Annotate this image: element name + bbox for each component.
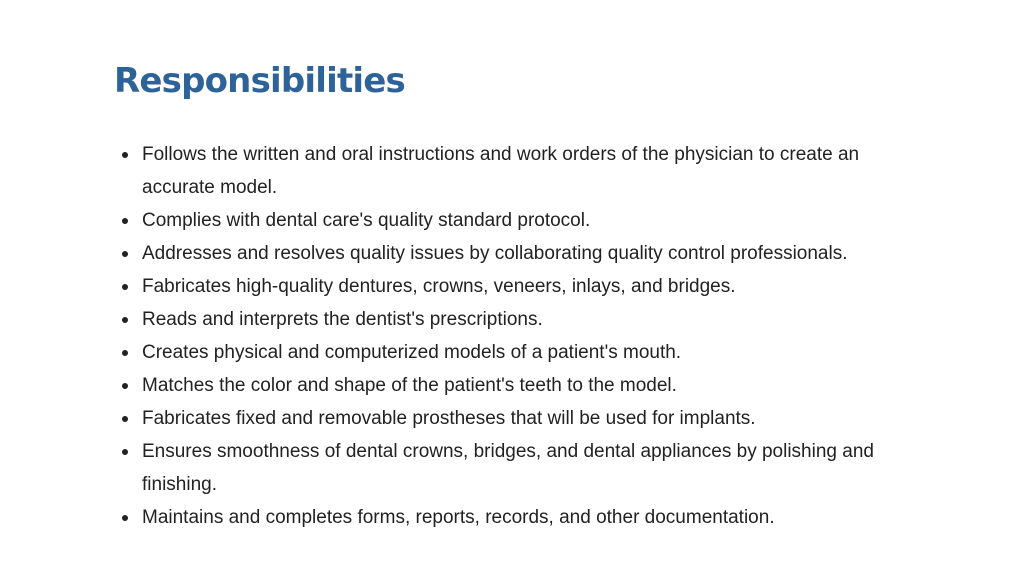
list-item-text: Complies with dental care's quality standard protocol.: [142, 210, 591, 231]
list-item-text: Ensures smoothness of dental crowns, bridges, and dental appliances by polishing and finishing.: [142, 441, 874, 495]
bullet-icon: [122, 284, 128, 290]
bullet-icon: [122, 449, 128, 455]
bullet-icon: [122, 350, 128, 356]
list-item-text: Fabricates high-quality dentures, crowns, veneers, inlays, and bridges.: [142, 276, 736, 297]
section-title: Responsibilities: [114, 61, 405, 101]
bullet-icon: [122, 317, 128, 323]
list-item: [120, 435, 910, 501]
bullet-icon: [122, 383, 128, 389]
bullet-icon: [122, 152, 128, 158]
list-item-text: Maintains and completes forms, reports, records, and other documentation.: [142, 507, 775, 528]
bullet-icon: [122, 515, 128, 521]
list-item: [120, 501, 910, 534]
list-item-text: Matches the color and shape of the patient's teeth to the model.: [142, 375, 677, 396]
list-item: [120, 204, 910, 237]
bullet-icon: [122, 251, 128, 257]
list-item: [120, 336, 910, 369]
list-item: [120, 270, 910, 303]
responsibilities-section: [114, 58, 914, 528]
list-item: [120, 237, 910, 270]
list-item-text: Follows the written and oral instructions and work orders of the physician to create an accurate model.: [142, 144, 860, 198]
list-item-text: Fabricates fixed and removable prostheses that will be used for implants.: [142, 408, 756, 429]
list-item: [120, 138, 910, 204]
list-item-text: Creates physical and computerized models of a patient's mouth.: [142, 342, 682, 363]
list-item-text: Addresses and resolves quality issues by collaborating quality control professionals.: [142, 243, 848, 264]
list-item-text: Reads and interprets the dentist's prescriptions.: [142, 309, 543, 330]
bullet-icon: [122, 218, 128, 224]
list-item: [120, 303, 910, 336]
list-item: [120, 402, 910, 435]
bullet-icon: [122, 416, 128, 422]
responsibilities-list: [120, 138, 910, 534]
list-item: [120, 369, 910, 402]
